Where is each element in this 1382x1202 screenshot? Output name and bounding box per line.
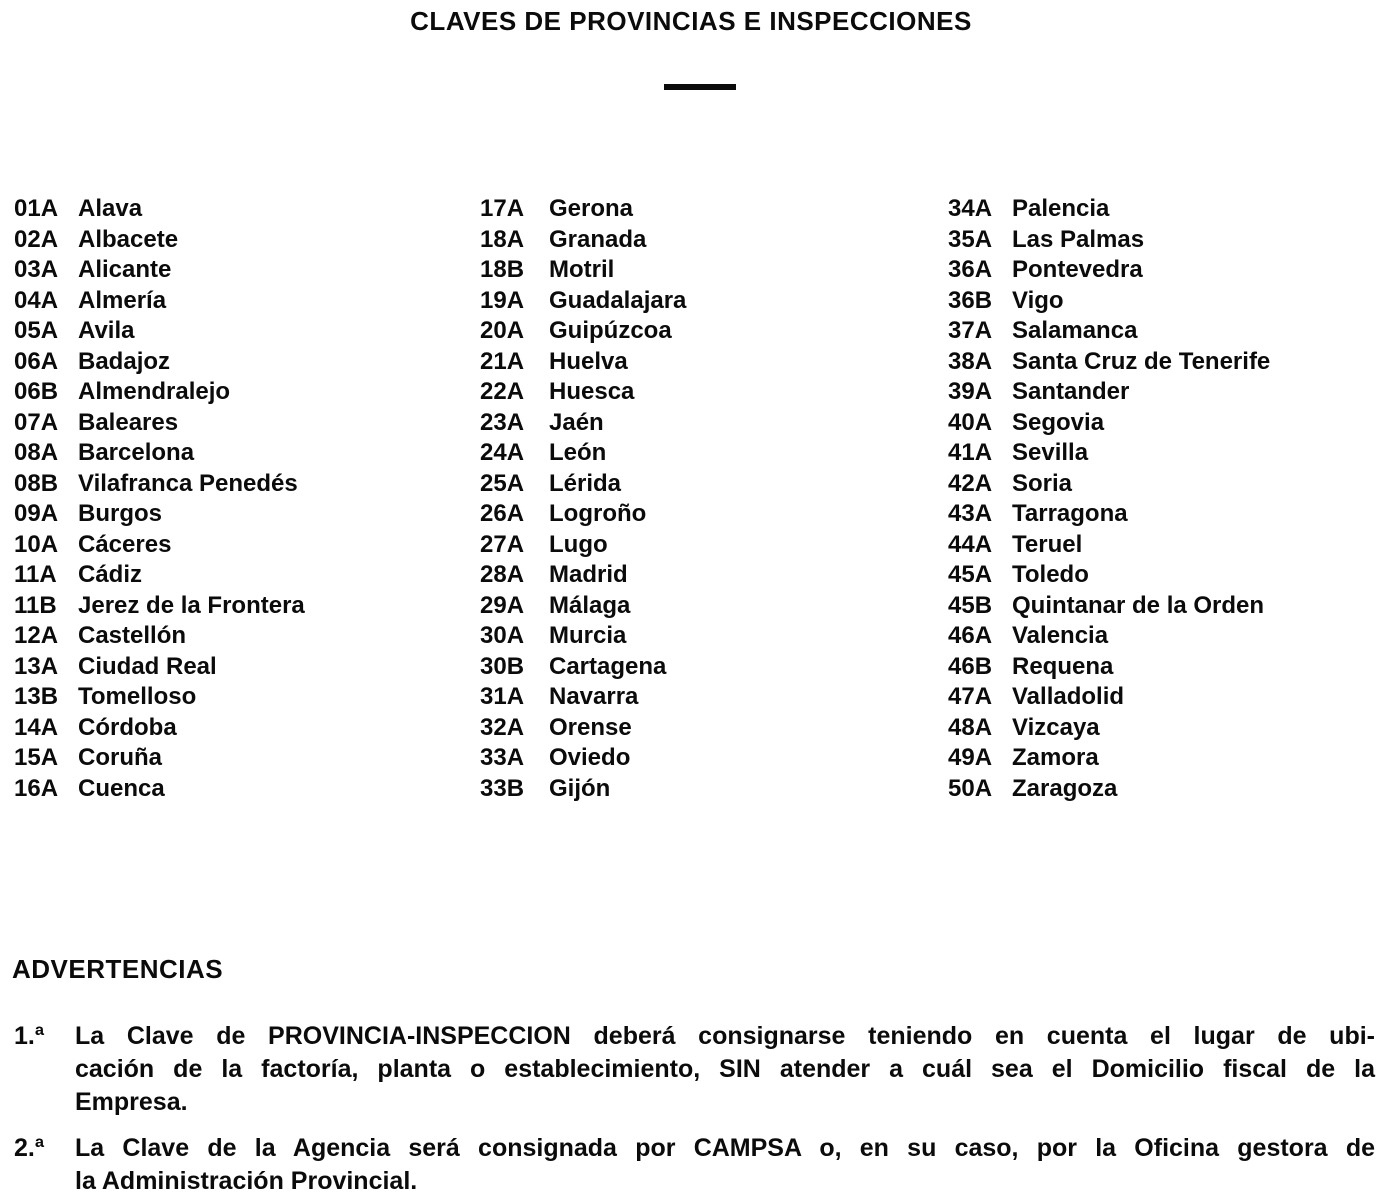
province-row <box>14 225 305 256</box>
province-code: 36B <box>948 286 993 314</box>
province-row <box>480 255 686 286</box>
province-code: 24A <box>480 439 525 466</box>
province-row <box>948 225 1270 256</box>
province-row <box>14 743 305 774</box>
province-row <box>480 774 686 805</box>
province-code: 16A <box>14 774 59 802</box>
province-name: Segovia <box>1012 408 1105 436</box>
province-row <box>948 255 1270 286</box>
province-row <box>480 652 686 683</box>
province-name: Vizcaya <box>1012 713 1100 741</box>
province-row <box>14 194 305 225</box>
province-code: 41A <box>948 439 993 466</box>
province-row <box>14 255 305 286</box>
province-name: Huesca <box>549 378 635 405</box>
province-name: Cáceres <box>78 530 172 558</box>
province-code: 13B <box>14 683 59 710</box>
province-row <box>480 438 686 469</box>
province-row <box>948 530 1270 561</box>
province-row <box>948 591 1270 622</box>
province-code: 29A <box>480 591 525 619</box>
province-code: 31A <box>480 683 525 710</box>
province-column-2 <box>480 194 686 804</box>
province-name: Lugo <box>549 530 608 558</box>
province-code: 22A <box>480 378 525 405</box>
province-name: Zaragoza <box>1012 774 1118 802</box>
province-name: León <box>549 439 607 466</box>
province-name: Palencia <box>1012 195 1110 222</box>
province-name: Teruel <box>1012 530 1083 558</box>
province-code: 12A <box>14 622 59 649</box>
province-name: Guadalajara <box>549 286 687 314</box>
province-code: 37A <box>948 317 993 344</box>
province-code: 36A <box>948 256 993 283</box>
province-column-1 <box>14 194 305 804</box>
province-code: 05A <box>14 317 59 344</box>
province-row <box>14 652 305 683</box>
province-name: Badajoz <box>78 347 171 375</box>
province-name: Ciudad Real <box>78 652 217 680</box>
province-name: Cádiz <box>78 561 143 588</box>
province-row <box>480 682 686 713</box>
advertencia-note-1 <box>14 1020 1375 1119</box>
province-row <box>14 408 305 439</box>
province-row <box>14 682 305 713</box>
province-name: Las Palmas <box>1012 225 1145 253</box>
province-code: 27A <box>480 530 525 558</box>
province-row <box>14 591 305 622</box>
province-row <box>480 377 686 408</box>
province-code: 11A <box>14 561 57 588</box>
province-code: 10A <box>14 530 59 558</box>
province-code: 46A <box>948 622 993 649</box>
province-name: Orense <box>549 713 632 741</box>
province-code: 34A <box>948 195 993 222</box>
province-name: Quintanar de la Orden <box>1012 591 1265 619</box>
province-code: 49A <box>948 744 993 771</box>
province-code: 38A <box>948 347 993 375</box>
note-marker: 2.ª <box>14 1134 45 1162</box>
province-row <box>948 713 1270 744</box>
province-name: Córdoba <box>78 713 177 741</box>
province-code: 35A <box>948 225 993 253</box>
province-name: Zamora <box>1012 744 1099 771</box>
province-row <box>948 438 1270 469</box>
province-row <box>480 560 686 591</box>
province-row <box>480 591 686 622</box>
province-code: 06B <box>14 378 59 405</box>
province-code: 44A <box>948 530 993 558</box>
province-row <box>480 194 686 225</box>
province-code: 07A <box>14 408 59 436</box>
province-code: 09A <box>14 500 59 527</box>
province-row <box>480 469 686 500</box>
province-code: 26A <box>480 500 525 527</box>
province-name: Alicante <box>78 256 172 283</box>
province-row <box>14 774 305 805</box>
province-row <box>948 621 1270 652</box>
province-code: 02A <box>14 225 59 253</box>
province-name: Cartagena <box>549 652 667 680</box>
province-name: Baleares <box>78 408 179 436</box>
province-code: 19A <box>480 286 525 314</box>
province-row <box>480 225 686 256</box>
province-code: 32A <box>480 713 525 741</box>
province-row <box>480 621 686 652</box>
province-name: Avila <box>78 317 135 344</box>
province-code: 01A <box>14 195 59 222</box>
province-row <box>480 408 686 439</box>
page-title: CLAVES DE PROVINCIAS E INSPECCIONES <box>410 6 972 36</box>
province-row <box>14 621 305 652</box>
province-code: 18A <box>480 225 525 253</box>
province-name: Oviedo <box>549 744 631 771</box>
province-name: Toledo <box>1012 561 1089 588</box>
province-row <box>948 499 1270 530</box>
province-code: 08A <box>14 439 59 466</box>
province-row <box>948 286 1270 317</box>
province-code: 40A <box>948 408 993 436</box>
province-row <box>948 408 1270 439</box>
province-row <box>14 713 305 744</box>
province-name: Valladolid <box>1012 683 1125 710</box>
province-name: Gijón <box>549 774 611 802</box>
province-name: Navarra <box>549 683 639 710</box>
province-code: 48A <box>948 713 993 741</box>
province-name: Tarragona <box>1012 500 1128 527</box>
province-code: 21A <box>480 347 525 375</box>
province-row <box>14 560 305 591</box>
province-name: Lérida <box>549 469 622 497</box>
province-code: 20A <box>480 317 525 344</box>
province-name: Vigo <box>1012 286 1064 314</box>
province-row <box>480 316 686 347</box>
province-code: 33B <box>480 774 525 802</box>
province-name: Almería <box>78 286 167 314</box>
province-name: Jaén <box>549 408 604 436</box>
province-row <box>14 347 305 378</box>
note-line: cación de la factoría, planta o establecimiento, SIN atender a cuál sea el Domicilio fiscal de la <box>75 1055 1375 1083</box>
province-name: Burgos <box>78 500 162 527</box>
province-name: Pontevedra <box>1012 256 1143 283</box>
province-row <box>14 469 305 500</box>
province-row <box>480 743 686 774</box>
province-name: Málaga <box>549 591 631 619</box>
province-name: Salamanca <box>1012 317 1138 344</box>
province-row <box>14 316 305 347</box>
province-row <box>948 560 1270 591</box>
note-line: La Clave de PROVINCIA-INSPECCION deberá consignarse teniendo en cuenta el lugar de ubi- <box>75 1022 1375 1050</box>
note-line: La Clave de la Agencia será consignada por CAMPSA o, en su caso, por la Oficina gestora de <box>75 1134 1375 1162</box>
note-text <box>75 1020 1375 1119</box>
province-code: 45B <box>948 591 993 619</box>
note-line: la Administración Provincial. <box>75 1167 418 1195</box>
province-name: Santander <box>1012 378 1130 405</box>
title-rule <box>664 84 736 90</box>
province-row <box>14 377 305 408</box>
province-row <box>480 347 686 378</box>
province-code: 46B <box>948 652 993 680</box>
province-name: Santa Cruz de Tenerife <box>1012 347 1271 375</box>
province-code: 25A <box>480 469 525 497</box>
province-row <box>480 286 686 317</box>
province-name: Valencia <box>1012 622 1109 649</box>
province-code: 43A <box>948 500 993 527</box>
province-code: 17A <box>480 195 525 222</box>
province-code: 33A <box>480 744 525 771</box>
province-row <box>14 286 305 317</box>
province-code: 03A <box>14 256 59 283</box>
province-code: 06A <box>14 347 59 375</box>
province-row <box>948 469 1270 500</box>
province-code: 47A <box>948 683 993 710</box>
province-code: 30B <box>480 652 525 680</box>
province-column-3 <box>948 194 1270 804</box>
province-row <box>14 530 305 561</box>
province-name: Soria <box>1012 469 1073 497</box>
province-name: Requena <box>1012 652 1114 680</box>
province-name: Coruña <box>78 744 162 771</box>
province-name: Murcia <box>549 622 627 649</box>
province-code: 39A <box>948 378 993 405</box>
province-name: Jerez de la Frontera <box>78 591 305 619</box>
province-row <box>480 713 686 744</box>
province-code: 28A <box>480 561 525 588</box>
note-text <box>75 1132 1375 1198</box>
province-code: 50A <box>948 774 993 802</box>
province-name: Gerona <box>549 195 634 222</box>
province-row <box>948 194 1270 225</box>
advertencia-note-2 <box>14 1132 1375 1198</box>
province-name: Albacete <box>78 225 179 253</box>
province-row <box>948 377 1270 408</box>
province-code: 30A <box>480 622 525 649</box>
province-name: Huelva <box>549 347 628 375</box>
province-row <box>948 652 1270 683</box>
province-name: Alava <box>78 195 143 222</box>
province-row <box>948 774 1270 805</box>
province-name: Barcelona <box>78 439 195 466</box>
province-code: 04A <box>14 286 59 314</box>
province-name: Madrid <box>549 561 628 588</box>
province-code: 45A <box>948 561 993 588</box>
province-name: Guipúzcoa <box>549 317 672 344</box>
province-name: Motril <box>549 256 615 283</box>
province-code: 42A <box>948 469 993 497</box>
province-row <box>948 743 1270 774</box>
province-name: Castellón <box>78 622 187 649</box>
note-marker: 1.ª <box>14 1022 45 1050</box>
province-name: Granada <box>549 225 647 253</box>
province-code: 11B <box>14 591 57 619</box>
province-row <box>480 530 686 561</box>
province-code: 14A <box>14 713 59 741</box>
province-row <box>948 347 1270 378</box>
province-name: Logroño <box>549 500 647 527</box>
province-name: Sevilla <box>1012 439 1089 466</box>
province-code: 23A <box>480 408 525 436</box>
province-code: 13A <box>14 652 59 680</box>
province-name: Tomelloso <box>78 683 197 710</box>
province-row <box>948 682 1270 713</box>
province-name: Almendralejo <box>78 378 231 405</box>
province-code: 15A <box>14 744 59 771</box>
advertencias-heading: ADVERTENCIAS <box>12 954 224 984</box>
province-row <box>14 499 305 530</box>
province-row <box>14 438 305 469</box>
province-row <box>480 499 686 530</box>
province-row <box>948 316 1270 347</box>
province-name: Cuenca <box>78 774 165 802</box>
province-code: 08B <box>14 469 59 497</box>
province-name: Vilafranca Penedés <box>78 469 298 497</box>
note-line: Empresa. <box>75 1088 188 1116</box>
province-code: 18B <box>480 256 525 283</box>
